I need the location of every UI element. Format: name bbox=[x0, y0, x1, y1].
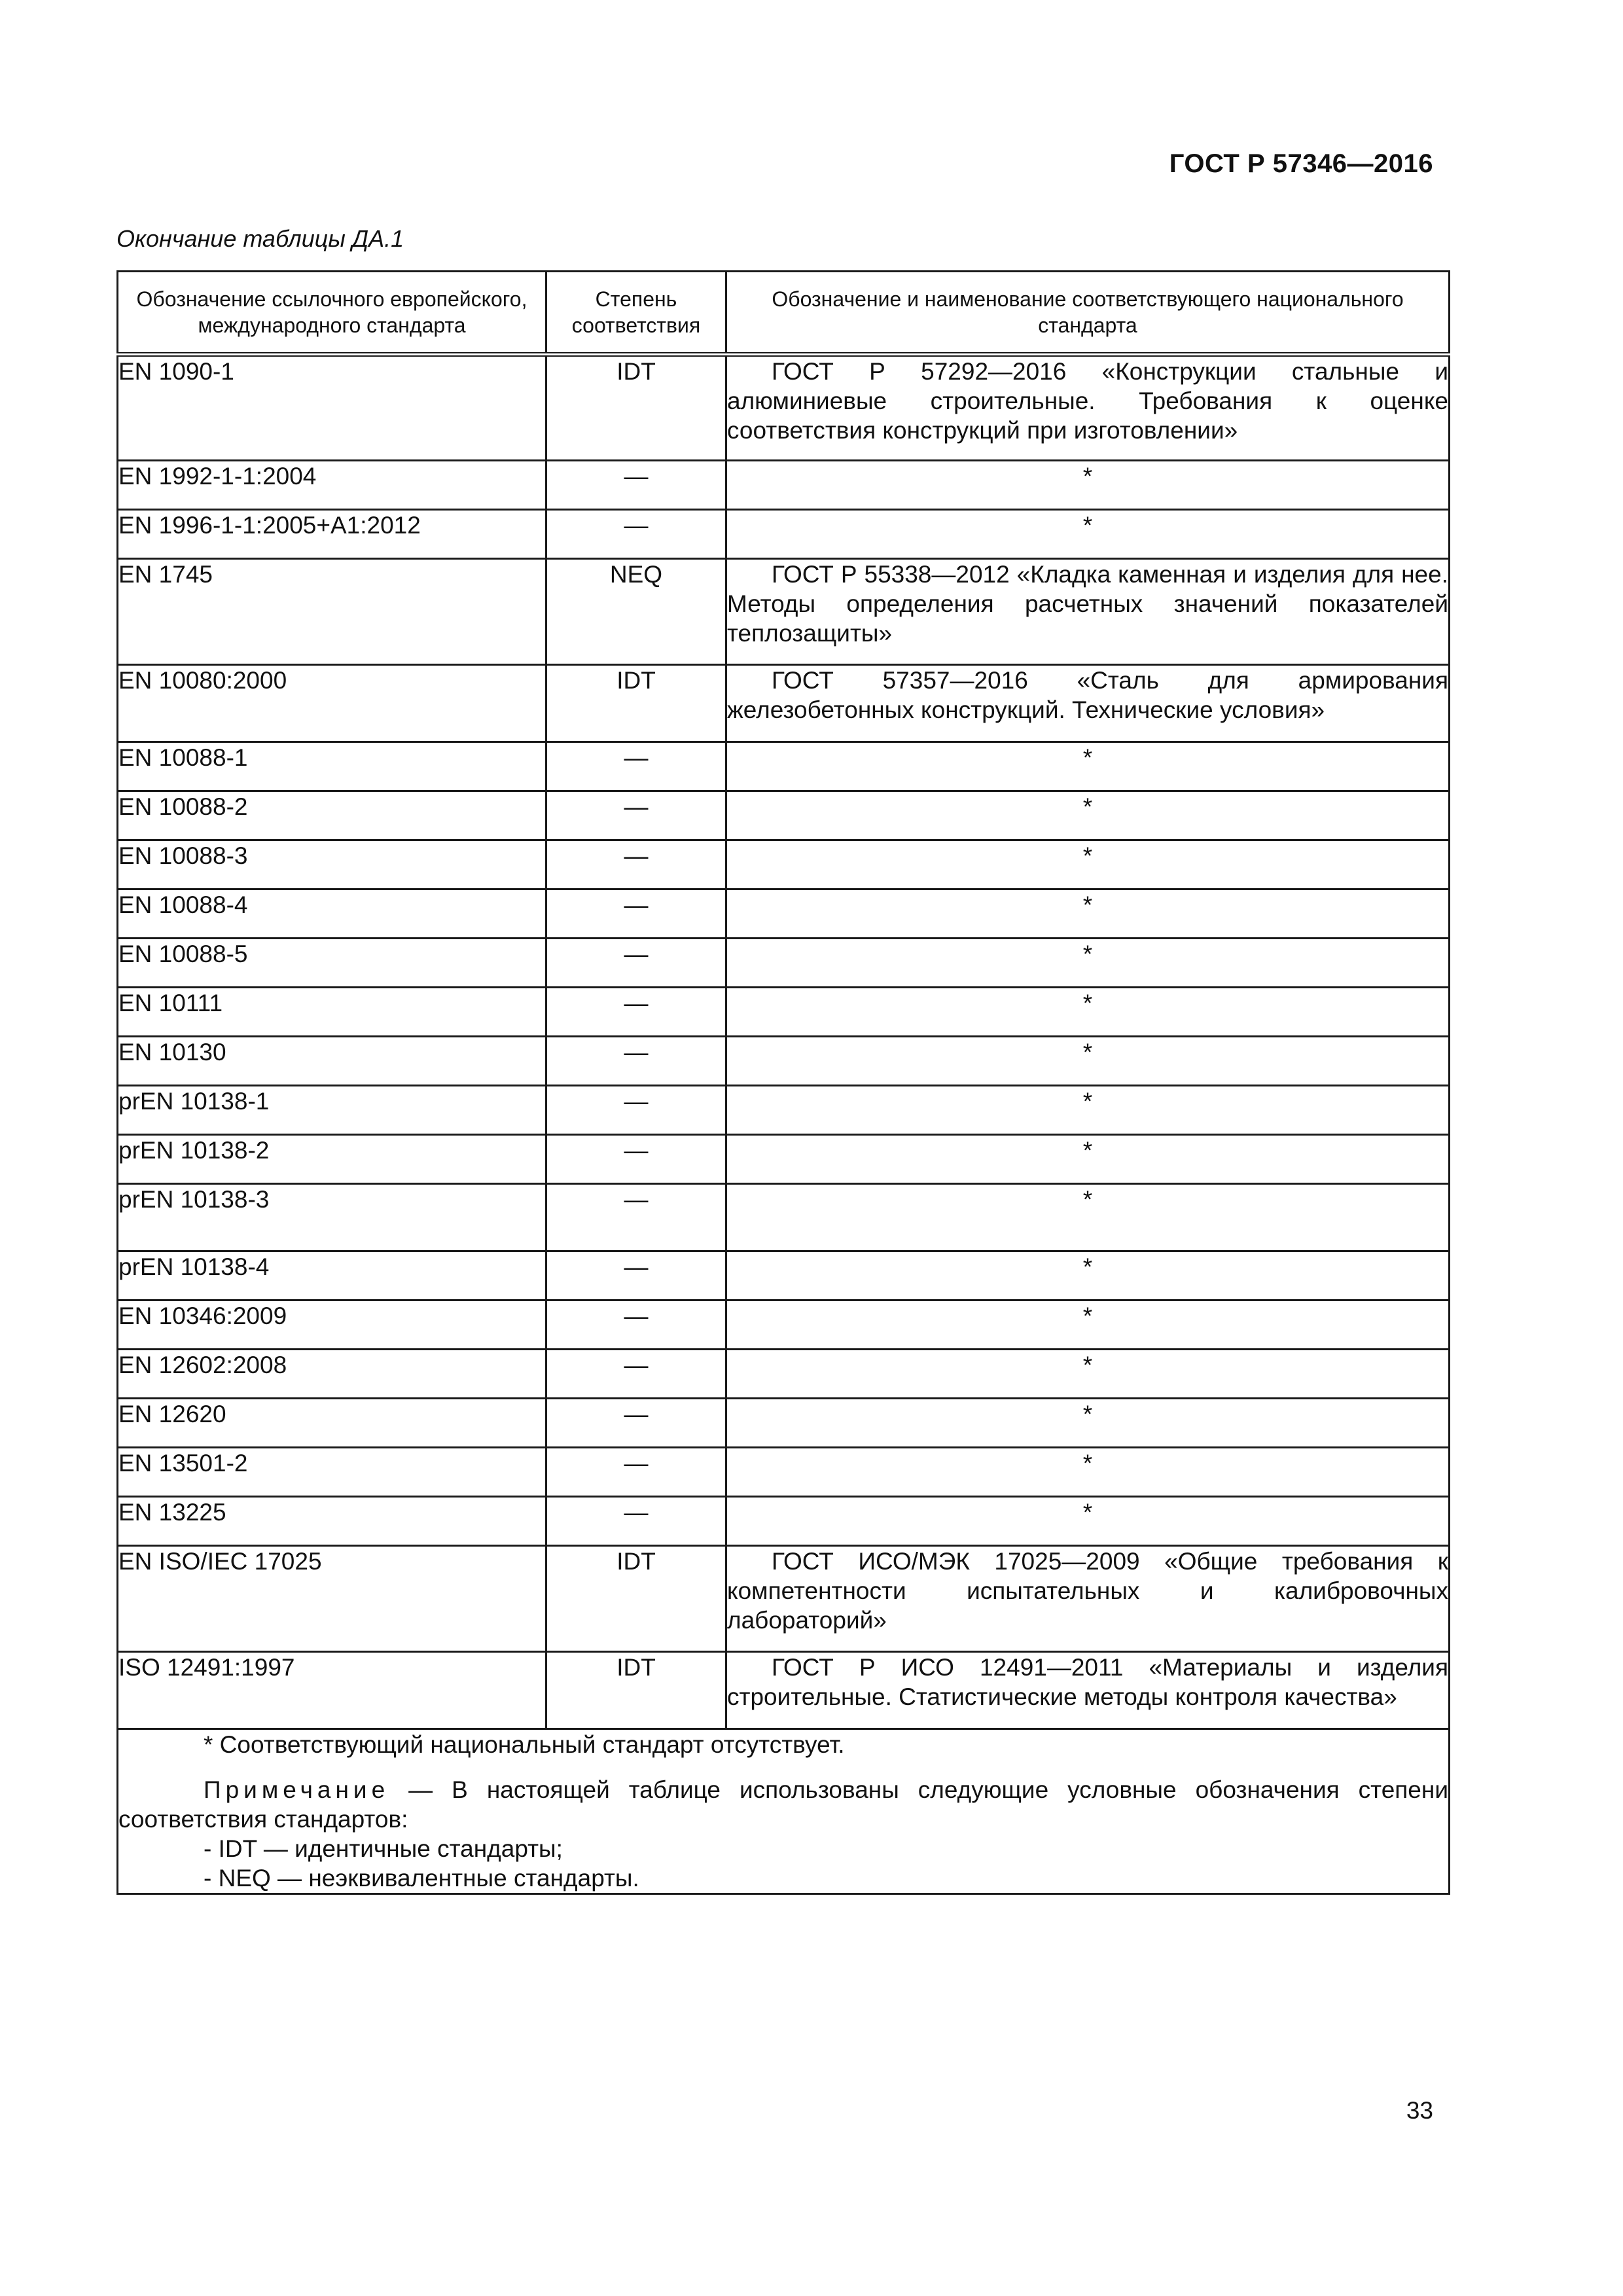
cell-degree: — bbox=[546, 988, 726, 1037]
cell-national bbox=[726, 355, 1450, 461]
cell-reference: EN 1992-1-1:2004 bbox=[118, 461, 546, 510]
cell-national bbox=[726, 1652, 1450, 1729]
table-row bbox=[118, 1251, 1450, 1300]
cell-degree: IDT bbox=[546, 1546, 726, 1652]
cell-national: * bbox=[726, 791, 1450, 840]
page-number: 33 bbox=[1406, 2097, 1433, 2124]
cell-reference: prEN 10138-2 bbox=[118, 1135, 546, 1184]
table-header-row bbox=[118, 272, 1450, 355]
cell-degree: — bbox=[546, 1135, 726, 1184]
cell-reference: EN 10088-3 bbox=[118, 840, 546, 889]
cell-national: * bbox=[726, 1399, 1450, 1448]
legend-item: - IDT — идентичные стандарты; bbox=[204, 1835, 563, 1862]
table-row bbox=[118, 1135, 1450, 1184]
cell-degree: — bbox=[546, 1184, 726, 1251]
cell-national: * bbox=[726, 461, 1450, 510]
cell-degree: IDT bbox=[546, 1652, 726, 1729]
cell-degree: — bbox=[546, 1037, 726, 1086]
note-label: Примечание bbox=[204, 1776, 390, 1803]
cell-national bbox=[726, 1546, 1450, 1652]
cell-national: * bbox=[726, 1350, 1450, 1399]
table-row bbox=[118, 1184, 1450, 1251]
table-row bbox=[118, 355, 1450, 461]
cell-national: * bbox=[726, 510, 1450, 559]
cell-national: * bbox=[726, 889, 1450, 939]
cell-national: * bbox=[726, 1086, 1450, 1135]
cell-degree: — bbox=[546, 1497, 726, 1546]
national-text: ГОСТ Р 55338—2012 «Кладка каменная и изделия для нее. Методы определения расчетных значений показателей теплозащиты» bbox=[727, 561, 1448, 647]
cell-degree: — bbox=[546, 840, 726, 889]
column-header-reference: Обозначение ссылочного европейского, международного стандарта bbox=[118, 272, 546, 355]
cell-reference: EN 10088-2 bbox=[118, 791, 546, 840]
column-header-degree: Степень соответствия bbox=[546, 272, 726, 355]
cell-degree: — bbox=[546, 510, 726, 559]
cell-degree: — bbox=[546, 461, 726, 510]
cell-national: * bbox=[726, 840, 1450, 889]
cell-reference: EN 10088-4 bbox=[118, 889, 546, 939]
table-row bbox=[118, 461, 1450, 510]
cell-national: * bbox=[726, 1497, 1450, 1546]
cell-degree: NEQ bbox=[546, 559, 726, 665]
table-row bbox=[118, 665, 1450, 742]
cell-reference: EN 10346:2009 bbox=[118, 1300, 546, 1350]
cell-reference: EN 10111 bbox=[118, 988, 546, 1037]
table-row bbox=[118, 840, 1450, 889]
cell-reference: EN 1745 bbox=[118, 559, 546, 665]
cell-degree: — bbox=[546, 1399, 726, 1448]
note bbox=[118, 1775, 1448, 1834]
cell-degree: IDT bbox=[546, 355, 726, 461]
national-text: ГОСТ Р 57292—2016 «Конструкции стальные и алюминиевые строительные. Требования к оценке соответствия конструкций при изготовлении» bbox=[727, 358, 1448, 444]
cell-degree: — bbox=[546, 1350, 726, 1399]
table-row bbox=[118, 1037, 1450, 1086]
cell-reference: ISO 12491:1997 bbox=[118, 1652, 546, 1729]
cell-national bbox=[726, 559, 1450, 665]
table-notes bbox=[118, 1729, 1450, 1894]
cell-degree: — bbox=[546, 791, 726, 840]
cell-reference: EN 1090-1 bbox=[118, 355, 546, 461]
footnote: * Соответствующий национальный стандарт отсутствует. bbox=[204, 1731, 845, 1758]
national-text: ГОСТ 57357—2016 «Сталь для армирования железобетонных конструкций. Технические условия» bbox=[727, 667, 1448, 723]
cell-degree: IDT bbox=[546, 665, 726, 742]
cell-reference: EN 10130 bbox=[118, 1037, 546, 1086]
cell-national bbox=[726, 665, 1450, 742]
table-row bbox=[118, 559, 1450, 665]
table-row bbox=[118, 1086, 1450, 1135]
table-row bbox=[118, 1399, 1450, 1448]
table-row bbox=[118, 1497, 1450, 1546]
cell-reference: prEN 10138-4 bbox=[118, 1251, 546, 1300]
cell-national: * bbox=[726, 939, 1450, 988]
cell-national: * bbox=[726, 742, 1450, 791]
cell-degree: — bbox=[546, 1300, 726, 1350]
cell-degree: — bbox=[546, 742, 726, 791]
cell-degree: — bbox=[546, 1086, 726, 1135]
table-notes-row bbox=[118, 1729, 1450, 1894]
table-row bbox=[118, 742, 1450, 791]
cell-national: * bbox=[726, 1037, 1450, 1086]
cell-reference: EN 10088-1 bbox=[118, 742, 546, 791]
table-row bbox=[118, 939, 1450, 988]
cell-national: * bbox=[726, 1448, 1450, 1497]
cell-degree: — bbox=[546, 1448, 726, 1497]
cell-national: * bbox=[726, 1135, 1450, 1184]
cell-national: * bbox=[726, 988, 1450, 1037]
table-row bbox=[118, 1350, 1450, 1399]
cell-reference: EN 10088-5 bbox=[118, 939, 546, 988]
cell-reference: EN 1996-1-1:2005+A1:2012 bbox=[118, 510, 546, 559]
national-text: ГОСТ Р ИСО 12491—2011 «Материалы и изделия строительные. Статистические методы контроля качества» bbox=[727, 1654, 1448, 1710]
cell-reference: EN 12602:2008 bbox=[118, 1350, 546, 1399]
cell-degree: — bbox=[546, 1251, 726, 1300]
standard-number: ГОСТ Р 57346—2016 bbox=[1169, 149, 1433, 178]
cell-reference: EN 10080:2000 bbox=[118, 665, 546, 742]
cell-reference: EN ISO/IEC 17025 bbox=[118, 1546, 546, 1652]
cell-national: * bbox=[726, 1251, 1450, 1300]
cell-reference: EN 13501-2 bbox=[118, 1448, 546, 1497]
cell-reference: prEN 10138-3 bbox=[118, 1184, 546, 1251]
cell-reference: prEN 10138-1 bbox=[118, 1086, 546, 1135]
national-text: ГОСТ ИСО/МЭК 17025—2009 «Общие требования к компетентности испытательных и калибровочных лабораторий» bbox=[727, 1548, 1448, 1634]
column-header-national: Обозначение и наименование соответствующего национального стандарта bbox=[726, 272, 1450, 355]
table-row bbox=[118, 1546, 1450, 1652]
table-row bbox=[118, 1300, 1450, 1350]
correspondence-table bbox=[116, 270, 1450, 1895]
table-row bbox=[118, 988, 1450, 1037]
cell-reference: EN 12620 bbox=[118, 1399, 546, 1448]
cell-reference: EN 13225 bbox=[118, 1497, 546, 1546]
table-caption: Окончание таблицы ДА.1 bbox=[116, 225, 404, 252]
cell-degree: — bbox=[546, 889, 726, 939]
cell-degree: — bbox=[546, 939, 726, 988]
cell-national: * bbox=[726, 1300, 1450, 1350]
table-row bbox=[118, 791, 1450, 840]
table-row bbox=[118, 1652, 1450, 1729]
cell-national: * bbox=[726, 1184, 1450, 1251]
table-row bbox=[118, 510, 1450, 559]
table-row bbox=[118, 889, 1450, 939]
table-row bbox=[118, 1448, 1450, 1497]
note-text: — В настоящей таблице использованы следующие условные обозначения степени соответствия стандартов: bbox=[118, 1776, 1448, 1833]
legend-item: - NEQ — неэквивалентные стандарты. bbox=[204, 1865, 639, 1892]
